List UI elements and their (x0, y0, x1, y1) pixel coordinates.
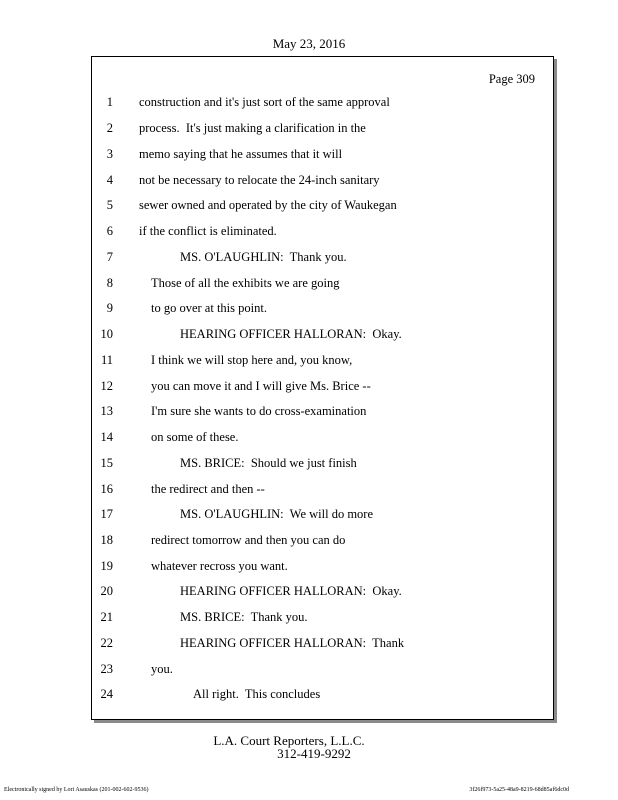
transcript-date: May 23, 2016 (272, 36, 346, 51)
line-number: 13 (100, 404, 113, 418)
line-text: I think we will stop here and, you know, (151, 353, 353, 367)
transcript-line (0, 556, 618, 576)
electronic-signature-note: Electronically signed by Lori Asauskas (201-002-602-9536) (4, 787, 149, 793)
line-text: MS. O'LAUGHLIN: Thank you. (180, 250, 347, 264)
line-number: 12 (100, 379, 113, 393)
transcript-line (0, 581, 618, 601)
line-number: 6 (106, 224, 113, 238)
page-number: Page 309 (488, 72, 535, 86)
transcript-line (0, 659, 618, 679)
transcript-line (0, 273, 618, 293)
line-text: HEARING OFFICER HALLORAN: Okay. (180, 327, 402, 341)
line-number: 18 (100, 533, 113, 547)
line-number: 7 (106, 250, 113, 264)
line-text: sewer owned and operated by the city of Waukegan (139, 198, 397, 212)
reporter-firm-name: L.A. Court Reporters, L.L.C. (213, 733, 365, 748)
transcript-line (0, 170, 618, 190)
reporter-phone: 312-419-9292 (277, 746, 351, 761)
line-text: whatever recross you want. (151, 559, 288, 573)
line-text: you. (151, 662, 173, 676)
transcript-line (0, 504, 618, 524)
line-number: 9 (106, 301, 113, 315)
transcript-line (0, 247, 618, 267)
line-number: 24 (100, 687, 113, 701)
line-number: 22 (100, 636, 113, 650)
line-text: MS. BRICE: Should we just finish (180, 456, 357, 470)
line-number: 1 (106, 95, 113, 109)
line-text: Those of all the exhibits we are going (151, 276, 340, 290)
transcript-line (0, 633, 618, 653)
transcript-line (0, 92, 618, 112)
line-number: 11 (100, 353, 113, 367)
line-text: you can move it and I will give Ms. Brice -- (151, 379, 371, 393)
line-number: 14 (100, 430, 113, 444)
line-text: All right. This concludes (193, 687, 321, 701)
line-number: 2 (106, 121, 113, 135)
transcript-line (0, 530, 618, 550)
line-number: 15 (100, 456, 113, 470)
line-text: the redirect and then -- (151, 482, 265, 496)
transcript-line (0, 350, 618, 370)
transcript-line (0, 118, 618, 138)
line-number: 3 (106, 147, 113, 161)
line-text: I'm sure she wants to do cross-examination (151, 404, 367, 418)
transcript-line (0, 453, 618, 473)
line-number: 17 (100, 507, 113, 521)
transcript-line (0, 684, 618, 704)
line-text: HEARING OFFICER HALLORAN: Okay. (180, 584, 402, 598)
line-number: 20 (100, 584, 113, 598)
line-text: on some of these. (151, 430, 239, 444)
line-text: not be necessary to relocate the 24-inch sanitary (139, 173, 380, 187)
transcript-line (0, 144, 618, 164)
line-text: construction and it's just sort of the same approval (139, 95, 390, 109)
document-id: 3f26f973-5a25-48a9-8219-68d85af6dc0d (469, 787, 569, 793)
transcript-line (0, 221, 618, 241)
line-number: 23 (100, 662, 113, 676)
transcript-line (0, 195, 618, 215)
line-number: 10 (100, 327, 113, 341)
line-text: MS. O'LAUGHLIN: We will do more (180, 507, 374, 521)
transcript-line (0, 298, 618, 318)
transcript-line (0, 376, 618, 396)
line-text: memo saying that he assumes that it will (139, 147, 343, 161)
transcript-line (0, 324, 618, 344)
line-text: if the conflict is eliminated. (139, 224, 277, 238)
line-text: process. It's just making a clarification in the (139, 121, 366, 135)
transcript-line (0, 479, 618, 499)
line-number: 19 (100, 559, 113, 573)
line-number: 16 (100, 482, 113, 496)
transcript-line (0, 427, 618, 447)
transcript-line (0, 607, 618, 627)
line-number: 21 (100, 610, 113, 624)
line-number: 8 (106, 276, 113, 290)
line-text: MS. BRICE: Thank you. (180, 610, 308, 624)
line-text: HEARING OFFICER HALLORAN: Thank (180, 636, 405, 650)
transcript-line (0, 401, 618, 421)
line-text: redirect tomorrow and then you can do (151, 533, 346, 547)
line-text: to go over at this point. (151, 301, 267, 315)
line-number: 4 (106, 173, 113, 187)
line-number: 5 (106, 198, 113, 212)
